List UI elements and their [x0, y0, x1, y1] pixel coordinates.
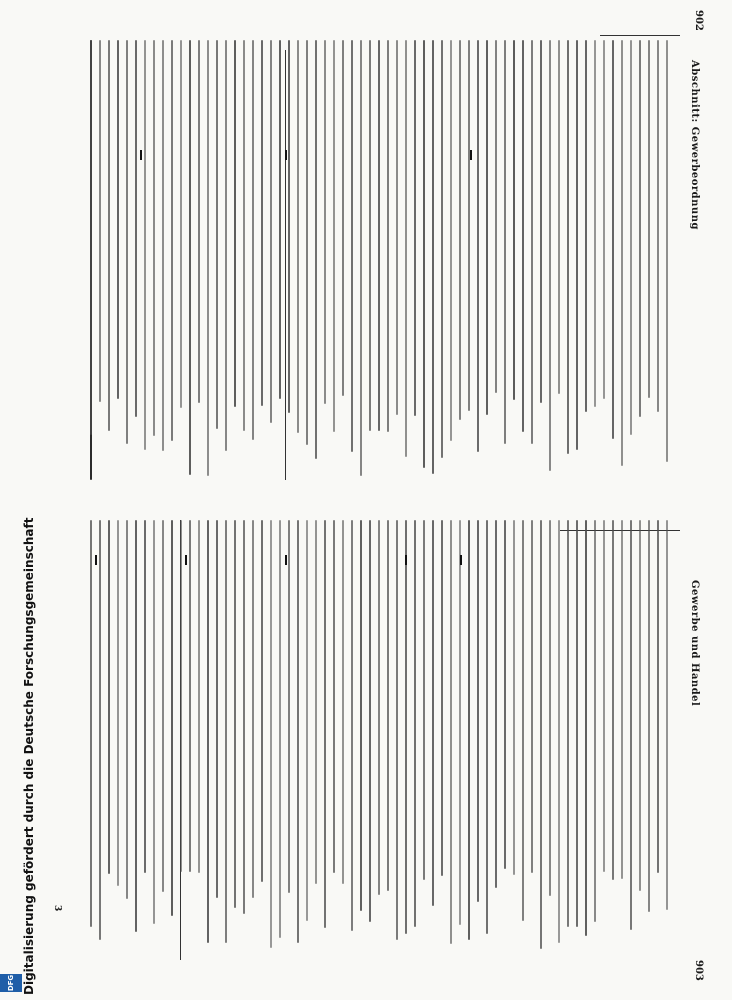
text-line [594, 520, 596, 922]
text-line [162, 520, 164, 892]
text-line [612, 520, 614, 880]
text-line [405, 520, 407, 934]
text-line [261, 40, 263, 406]
text-line [351, 520, 353, 931]
text-line [396, 40, 398, 415]
text-line [522, 40, 524, 432]
text-line [450, 40, 452, 441]
text-line [369, 40, 371, 431]
text-line [495, 40, 497, 393]
text-line [450, 520, 452, 944]
text-line [153, 40, 155, 436]
folio-mark: 3 [52, 905, 62, 912]
text-line [540, 40, 542, 403]
text-line [108, 40, 110, 431]
text-line [558, 520, 560, 943]
text-line [333, 520, 335, 873]
text-line [279, 520, 281, 938]
text-line [477, 520, 479, 902]
text-line [126, 40, 128, 444]
text-line [360, 40, 362, 476]
text-line [567, 40, 569, 454]
text-line [468, 520, 470, 940]
text-line [405, 40, 407, 457]
text-line [396, 520, 398, 940]
text-line [252, 40, 254, 440]
text-line [234, 520, 236, 908]
margin-dash [185, 555, 187, 565]
text-line [504, 520, 506, 869]
text-line [351, 40, 353, 452]
text-line [630, 40, 632, 435]
text-line [198, 520, 200, 873]
digitization-credit: Digitalisierung gefördert durch die Deutsche Forschungsgemeinschaft [22, 517, 36, 995]
text-line [585, 40, 587, 412]
text-line [198, 40, 200, 403]
text-line [576, 520, 578, 927]
text-line [162, 40, 164, 451]
text-line [621, 520, 623, 879]
text-line [180, 40, 182, 408]
text-line [306, 40, 308, 445]
text-line [225, 40, 227, 451]
text-line [108, 520, 110, 874]
text-line [369, 520, 371, 922]
text-line [297, 520, 299, 943]
text-line [549, 520, 551, 896]
text-line [432, 520, 434, 906]
text-line [387, 40, 389, 432]
text-line [270, 40, 272, 423]
top-rule [600, 35, 680, 36]
text-line [243, 520, 245, 914]
text-line [495, 520, 497, 888]
text-line [468, 40, 470, 411]
text-line [558, 40, 560, 394]
text-line [531, 40, 533, 444]
text-line [567, 520, 569, 927]
text-line [279, 40, 281, 399]
text-line [261, 520, 263, 882]
text-line [666, 40, 668, 462]
text-line [387, 520, 389, 891]
text-line [414, 40, 416, 416]
right-page-number: 903 [693, 960, 704, 981]
text-line [333, 40, 335, 432]
text-line [459, 520, 461, 925]
text-line [504, 40, 506, 444]
text-line [648, 40, 650, 398]
text-line [576, 40, 578, 450]
dfg-logo: DFG [0, 974, 22, 992]
text-line [297, 40, 299, 433]
text-line [90, 40, 92, 435]
text-line [666, 520, 668, 910]
text-line [171, 520, 173, 916]
text-line [315, 40, 317, 459]
right-page-text-block [90, 520, 680, 960]
text-line [603, 40, 605, 399]
text-line [360, 520, 362, 911]
text-line [549, 40, 551, 471]
text-line [342, 520, 344, 884]
text-line [441, 40, 443, 458]
left-page-number: 902 [693, 10, 704, 31]
text-line [639, 520, 641, 891]
text-line [513, 520, 515, 875]
margin-dash [470, 150, 472, 160]
text-line [288, 520, 290, 893]
text-line [144, 40, 146, 450]
text-line [117, 40, 119, 399]
text-line [657, 40, 659, 412]
text-line [144, 520, 146, 873]
text-line [126, 520, 128, 899]
text-line [585, 520, 587, 936]
text-line [441, 520, 443, 876]
left-running-head: Abschnitt: Gewerbeordnung [689, 60, 700, 230]
margin-dash [285, 555, 287, 565]
text-line [180, 520, 182, 872]
text-line [216, 520, 218, 898]
text-line [189, 520, 191, 872]
text-line [459, 40, 461, 420]
text-line [513, 40, 515, 400]
text-line [432, 40, 434, 474]
text-line [531, 520, 533, 873]
text-line [99, 520, 101, 940]
text-line [630, 520, 632, 930]
text-line [225, 520, 227, 943]
text-line [189, 40, 191, 475]
right-running-head: Gewerbe und Handel [689, 580, 700, 707]
margin-dash [140, 150, 142, 160]
text-line [414, 520, 416, 927]
text-line [423, 520, 425, 880]
text-line [135, 40, 137, 417]
text-line [315, 520, 317, 884]
text-line [648, 520, 650, 912]
text-line [234, 40, 236, 407]
left-page-text-block [90, 40, 680, 500]
text-line [288, 40, 290, 413]
text-line [477, 40, 479, 452]
text-line [378, 520, 380, 895]
text-line [540, 520, 542, 949]
text-line [522, 520, 524, 921]
text-line [216, 40, 218, 429]
text-line [207, 520, 209, 943]
text-line [486, 520, 488, 934]
text-line [486, 40, 488, 415]
text-line [270, 520, 272, 948]
text-line [243, 40, 245, 431]
text-line [324, 40, 326, 404]
text-line [171, 40, 173, 441]
text-line [207, 40, 209, 476]
text-line [594, 40, 596, 407]
text-line [423, 40, 425, 468]
text-line [378, 40, 380, 431]
text-line [90, 520, 92, 927]
text-line [621, 40, 623, 466]
text-line [135, 520, 137, 932]
text-line [252, 520, 254, 898]
text-line [603, 520, 605, 872]
margin-dash [405, 555, 407, 565]
text-line [117, 520, 119, 886]
text-line [99, 40, 101, 402]
margin-dash [285, 150, 287, 160]
text-line [657, 520, 659, 873]
text-line [639, 40, 641, 417]
text-line [153, 520, 155, 924]
text-line [342, 40, 344, 396]
text-line [306, 520, 308, 921]
margin-dash [95, 555, 97, 565]
text-line [324, 520, 326, 928]
text-line [612, 40, 614, 439]
margin-dash [460, 555, 462, 565]
